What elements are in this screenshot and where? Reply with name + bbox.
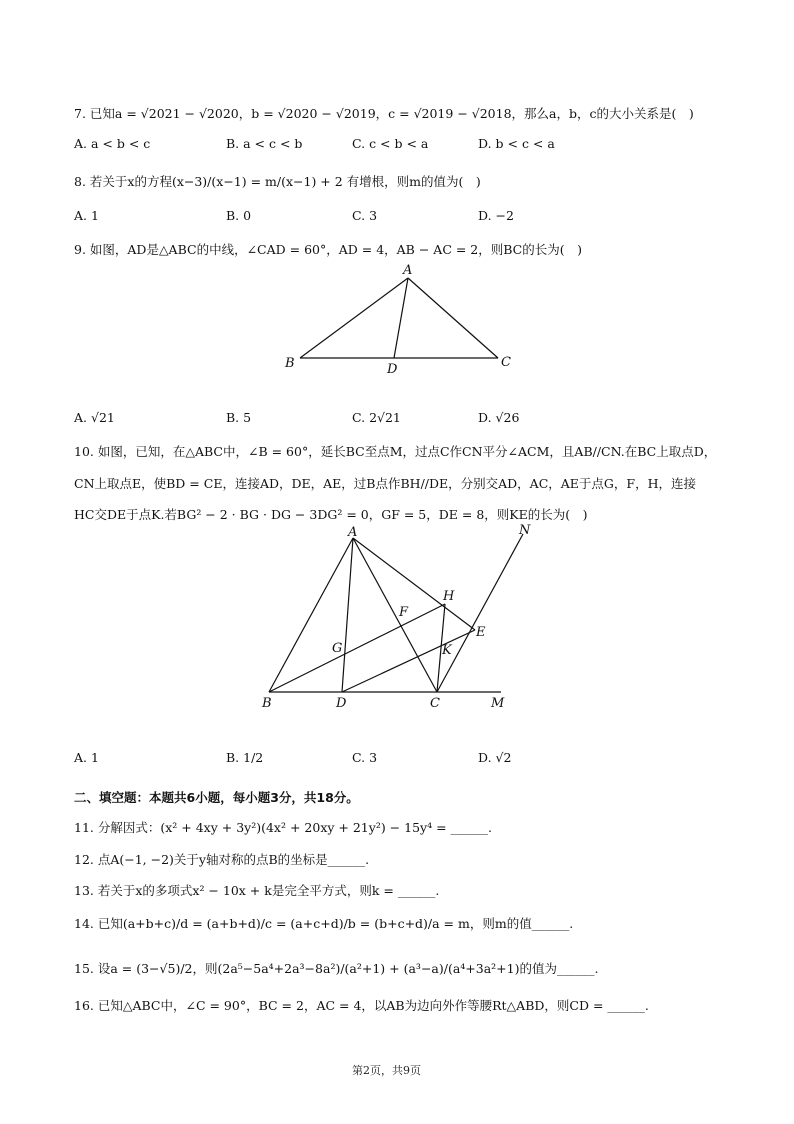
question-9-option-a: A. √21 bbox=[74, 410, 115, 425]
q10-label-m: M bbox=[491, 696, 505, 711]
question-10-line-1: 10. 如图，已知，在△ABC中，∠B = 60°，延长BC至点M，过点C作CN平分∠ACM，且AB//CN.在BC上取点D， bbox=[74, 444, 717, 459]
question-8-stem: 8. 若关于x的方程(x−3)/(x−1) = m/(x−1) + 2 有增根，则m的值为( ) bbox=[74, 174, 481, 189]
question-9-option-d: D. √26 bbox=[478, 410, 520, 425]
question-9-figure bbox=[280, 262, 520, 380]
q9-segment-ab bbox=[300, 278, 408, 358]
question-8-option-d: D. −2 bbox=[478, 208, 514, 223]
question-9-option-c: C. 2√21 bbox=[352, 410, 401, 425]
q9-label-d: D bbox=[387, 362, 398, 377]
q9-segment-ad bbox=[394, 278, 408, 358]
question-9-option-b: B. 5 bbox=[226, 410, 252, 425]
question-12: 12. 点A(−1, −2)关于y轴对称的点B的坐标是______. bbox=[74, 852, 370, 867]
question-10-option-d: D. √2 bbox=[478, 750, 512, 765]
question-9-stem: 9. 如图，AD是△ABC的中线，∠CAD = 60°，AD = 4，AB − AC = 2，则BC的长为( ) bbox=[74, 242, 582, 257]
question-8-option-c: C. 3 bbox=[352, 208, 378, 223]
q10-label-c: C bbox=[430, 696, 440, 711]
q10-label-d: D bbox=[336, 696, 347, 711]
question-7-option-c: C. c < b < a bbox=[352, 136, 429, 151]
question-10-option-c: C. 3 bbox=[352, 750, 378, 765]
question-8-option-a: A. 1 bbox=[74, 208, 99, 223]
q10-segment-ae bbox=[353, 538, 475, 630]
q10-segment-bh bbox=[269, 604, 445, 692]
q9-label-b: B bbox=[285, 356, 295, 371]
page-number: 第2页，共9页 bbox=[352, 1064, 421, 1077]
question-16: 16. 已知△ABC中，∠C = 90°，BC = 2，AC = 4，以AB为边向外作等腰Rt△ABD，则CD = ______. bbox=[74, 998, 649, 1013]
q10-label-e: E bbox=[476, 625, 486, 640]
q10-label-a: A bbox=[348, 525, 358, 540]
question-10-option-a: A. 1 bbox=[74, 750, 99, 765]
question-10-line-2: CN上取点E，使BD = CE，连接AD，DE，AE，过B点作BH//DE，分别交AD，AC，AE于点G，F，H，连接 bbox=[74, 476, 696, 491]
q9-segment-ac bbox=[408, 278, 498, 358]
question-7-option-b: B. a < c < b bbox=[226, 136, 303, 151]
question-11: 11. 分解因式：(x² + 4xy + 3y²)(4x² + 20xy + 21y²) − 15y⁴ = ______. bbox=[74, 820, 492, 835]
question-8-option-b: B. 0 bbox=[226, 208, 252, 223]
question-10-line-3: HC交DE于点K.若BG² − 2 · BG · DG − 3DG² = 0，GF = 5，DE = 8，则KE的长为( ) bbox=[74, 507, 588, 522]
question-10-option-b: B. 1/2 bbox=[226, 750, 264, 765]
q10-segment-ab bbox=[269, 538, 353, 692]
q9-label-a: A bbox=[403, 263, 413, 278]
section-2-title: 二、填空题：本题共6小题，每小题3分，共18分。 bbox=[74, 790, 359, 805]
question-10-figure bbox=[255, 523, 531, 720]
q10-label-k: K bbox=[442, 643, 452, 658]
q10-ray-cn bbox=[437, 534, 523, 692]
question-15: 15. 设a = (3−√5)/2，则(2a⁵−5a⁴+2a³−8a²)/(a²+1) + (a³−a)/(a⁴+3a²+1)的值为______. bbox=[74, 961, 599, 976]
q10-segment-ad bbox=[342, 538, 353, 692]
q10-label-g: G bbox=[332, 641, 343, 656]
q10-segment-ac bbox=[353, 538, 437, 692]
q10-label-b: B bbox=[262, 696, 272, 711]
question-7-stem: 7. 已知a = √2021 − √2020，b = √2020 − √2019，c = √2019 − √2018，那么a，b，c的大小关系是( ) bbox=[74, 106, 694, 121]
question-7-option-a: A. a < b < c bbox=[74, 136, 151, 151]
q10-label-f: F bbox=[399, 605, 409, 620]
q10-label-h: H bbox=[443, 589, 455, 604]
q9-label-c: C bbox=[501, 355, 511, 370]
question-7-option-d: D. b < c < a bbox=[478, 136, 555, 151]
question-13: 13. 若关于x的多项式x² − 10x + k是完全平方式，则k = ______. bbox=[74, 883, 440, 898]
question-14: 14. 已知(a+b+c)/d = (a+b+d)/c = (a+c+d)/b = (b+c+d)/a = m，则m的值______. bbox=[74, 916, 574, 931]
q10-label-n: N bbox=[519, 523, 531, 538]
